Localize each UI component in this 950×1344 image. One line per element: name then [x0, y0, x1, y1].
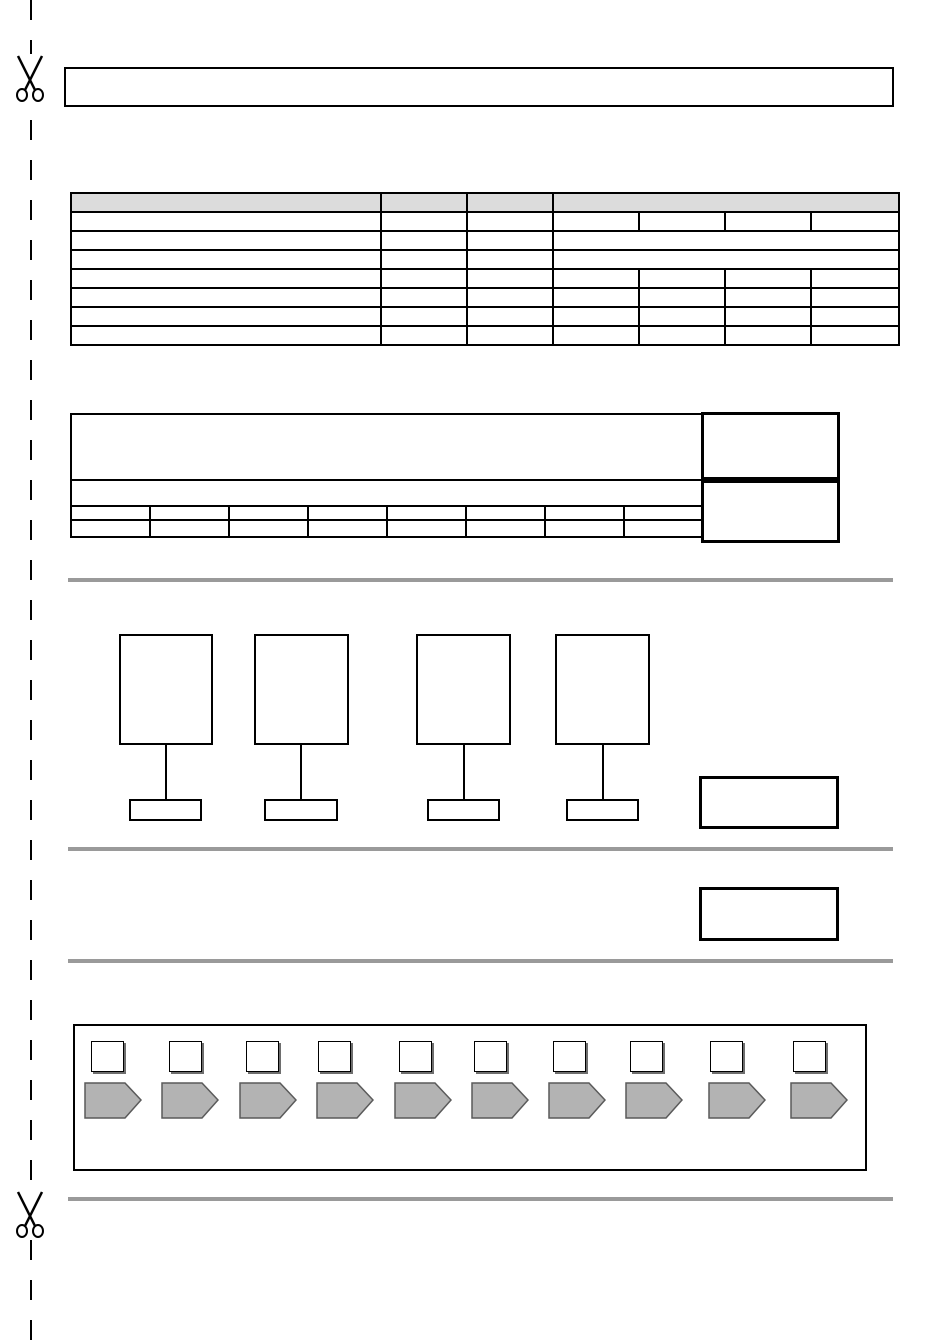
table-cell[interactable] — [553, 326, 639, 345]
table-cell[interactable] — [725, 269, 811, 288]
arrow-step-icon — [471, 1082, 529, 1119]
scale-cell[interactable] — [466, 520, 545, 537]
table-cell[interactable] — [467, 307, 553, 326]
scale-cell[interactable] — [387, 520, 466, 537]
table-header-cell — [467, 193, 553, 212]
table-cell[interactable] — [467, 326, 553, 345]
scale-comment-row — [71, 414, 703, 480]
arrow-step-icon — [708, 1082, 766, 1119]
table-cell[interactable] — [725, 326, 811, 345]
document-panel[interactable] — [254, 634, 349, 745]
section-separator — [68, 578, 893, 582]
arrow-step-icon — [790, 1082, 848, 1119]
scale-cell[interactable] — [466, 506, 545, 520]
table-cell[interactable] — [725, 212, 811, 231]
table-cell[interactable] — [639, 212, 725, 231]
table-cell[interactable] — [381, 269, 467, 288]
scale-cell[interactable] — [387, 506, 466, 520]
table-header-cell — [553, 193, 899, 212]
scissors-icon — [13, 54, 47, 104]
table-row — [71, 288, 899, 307]
table-cell[interactable] — [381, 307, 467, 326]
table-cell[interactable] — [381, 326, 467, 345]
panel-connector — [602, 745, 604, 799]
table-cell[interactable] — [553, 250, 899, 269]
score-box-bottom[interactable] — [701, 480, 840, 543]
panel-connector — [165, 745, 167, 799]
table-cell[interactable] — [467, 250, 553, 269]
scale-cell[interactable] — [545, 506, 624, 520]
scale-cell[interactable] — [624, 506, 703, 520]
table-row — [71, 307, 899, 326]
step-checkbox[interactable] — [793, 1041, 826, 1072]
scale-cell[interactable] — [545, 520, 624, 537]
step-checkbox[interactable] — [91, 1041, 124, 1072]
table-cell[interactable] — [381, 288, 467, 307]
scale-cell[interactable] — [150, 520, 229, 537]
arrow-step-icon — [625, 1082, 683, 1119]
score-box-top[interactable] — [701, 412, 840, 480]
step-checkbox[interactable] — [318, 1041, 351, 1072]
table-cell[interactable] — [467, 288, 553, 307]
table-cell[interactable] — [811, 288, 899, 307]
score-box[interactable] — [699, 776, 839, 829]
scale-comment-cell[interactable] — [71, 414, 703, 480]
table-cell[interactable] — [725, 307, 811, 326]
section-separator — [68, 1197, 893, 1201]
table-cell[interactable] — [725, 288, 811, 307]
step-checkbox[interactable] — [553, 1041, 586, 1072]
table-cell[interactable] — [639, 288, 725, 307]
table-row — [71, 212, 899, 231]
table-cell[interactable] — [467, 231, 553, 250]
scale-cell[interactable] — [229, 506, 308, 520]
step-checkbox[interactable] — [630, 1041, 663, 1072]
panel-label-box[interactable] — [566, 799, 639, 821]
table-cell[interactable] — [71, 231, 381, 250]
table-cell[interactable] — [71, 269, 381, 288]
table-row — [71, 326, 899, 345]
table-cell[interactable] — [71, 212, 381, 231]
table-cell[interactable] — [811, 269, 899, 288]
scale-cell[interactable] — [71, 520, 150, 537]
step-checkbox[interactable] — [474, 1041, 507, 1072]
step-checkbox[interactable] — [399, 1041, 432, 1072]
table-cell[interactable] — [553, 231, 899, 250]
table-header-row — [71, 193, 899, 212]
document-panel[interactable] — [555, 634, 650, 745]
table-cell[interactable] — [467, 212, 553, 231]
scale-cell[interactable] — [308, 520, 387, 537]
table-cell[interactable] — [639, 326, 725, 345]
step-checkbox[interactable] — [710, 1041, 743, 1072]
panel-connector — [300, 745, 302, 799]
title-field[interactable] — [64, 67, 894, 107]
cut-line — [30, 0, 32, 1344]
scale-row — [71, 506, 703, 520]
data-table — [70, 192, 900, 346]
scale-cell[interactable] — [71, 506, 150, 520]
table-cell[interactable] — [811, 212, 899, 231]
arrow-step-icon — [316, 1082, 374, 1119]
scale-label-cell[interactable] — [71, 480, 703, 506]
table-cell[interactable] — [71, 250, 381, 269]
scale-row — [71, 520, 703, 537]
arrow-step-icon — [394, 1082, 452, 1119]
scissors-icon — [13, 1190, 47, 1240]
arrow-step-icon — [239, 1082, 297, 1119]
scale-table — [70, 413, 704, 538]
table-row — [71, 231, 899, 250]
table-cell[interactable] — [553, 212, 639, 231]
table-cell[interactable] — [467, 269, 553, 288]
table-header-cell — [381, 193, 467, 212]
table-cell[interactable] — [811, 326, 899, 345]
panel-label-box[interactable] — [264, 799, 338, 821]
table-cell[interactable] — [71, 307, 381, 326]
document-panel[interactable] — [119, 634, 213, 745]
table-cell[interactable] — [381, 250, 467, 269]
scale-cell[interactable] — [308, 506, 387, 520]
scale-cell[interactable] — [624, 520, 703, 537]
section-separator — [68, 847, 893, 851]
table-cell[interactable] — [381, 212, 467, 231]
table-header-cell — [71, 193, 381, 212]
panel-label-box[interactable] — [427, 799, 500, 821]
table-cell[interactable] — [553, 288, 639, 307]
scale-cell[interactable] — [229, 520, 308, 537]
scale-cell[interactable] — [150, 506, 229, 520]
table-cell[interactable] — [639, 269, 725, 288]
table-cell[interactable] — [71, 326, 381, 345]
table-cell[interactable] — [553, 307, 639, 326]
section-separator — [68, 959, 893, 963]
table-cell[interactable] — [71, 288, 381, 307]
arrow-step-icon — [548, 1082, 606, 1119]
table-cell[interactable] — [381, 231, 467, 250]
arrow-step-icon — [161, 1082, 219, 1119]
score-box[interactable] — [699, 887, 839, 941]
panel-connector — [463, 745, 465, 799]
step-checkbox[interactable] — [246, 1041, 279, 1072]
step-checkbox[interactable] — [169, 1041, 202, 1072]
scale-label-row — [71, 480, 703, 506]
panel-label-box[interactable] — [129, 799, 202, 821]
arrow-step-icon — [84, 1082, 142, 1119]
table-cell[interactable] — [811, 307, 899, 326]
table-row — [71, 250, 899, 269]
table-cell[interactable] — [639, 307, 725, 326]
table-row — [71, 269, 899, 288]
table-cell[interactable] — [553, 269, 639, 288]
document-panel[interactable] — [416, 634, 511, 745]
